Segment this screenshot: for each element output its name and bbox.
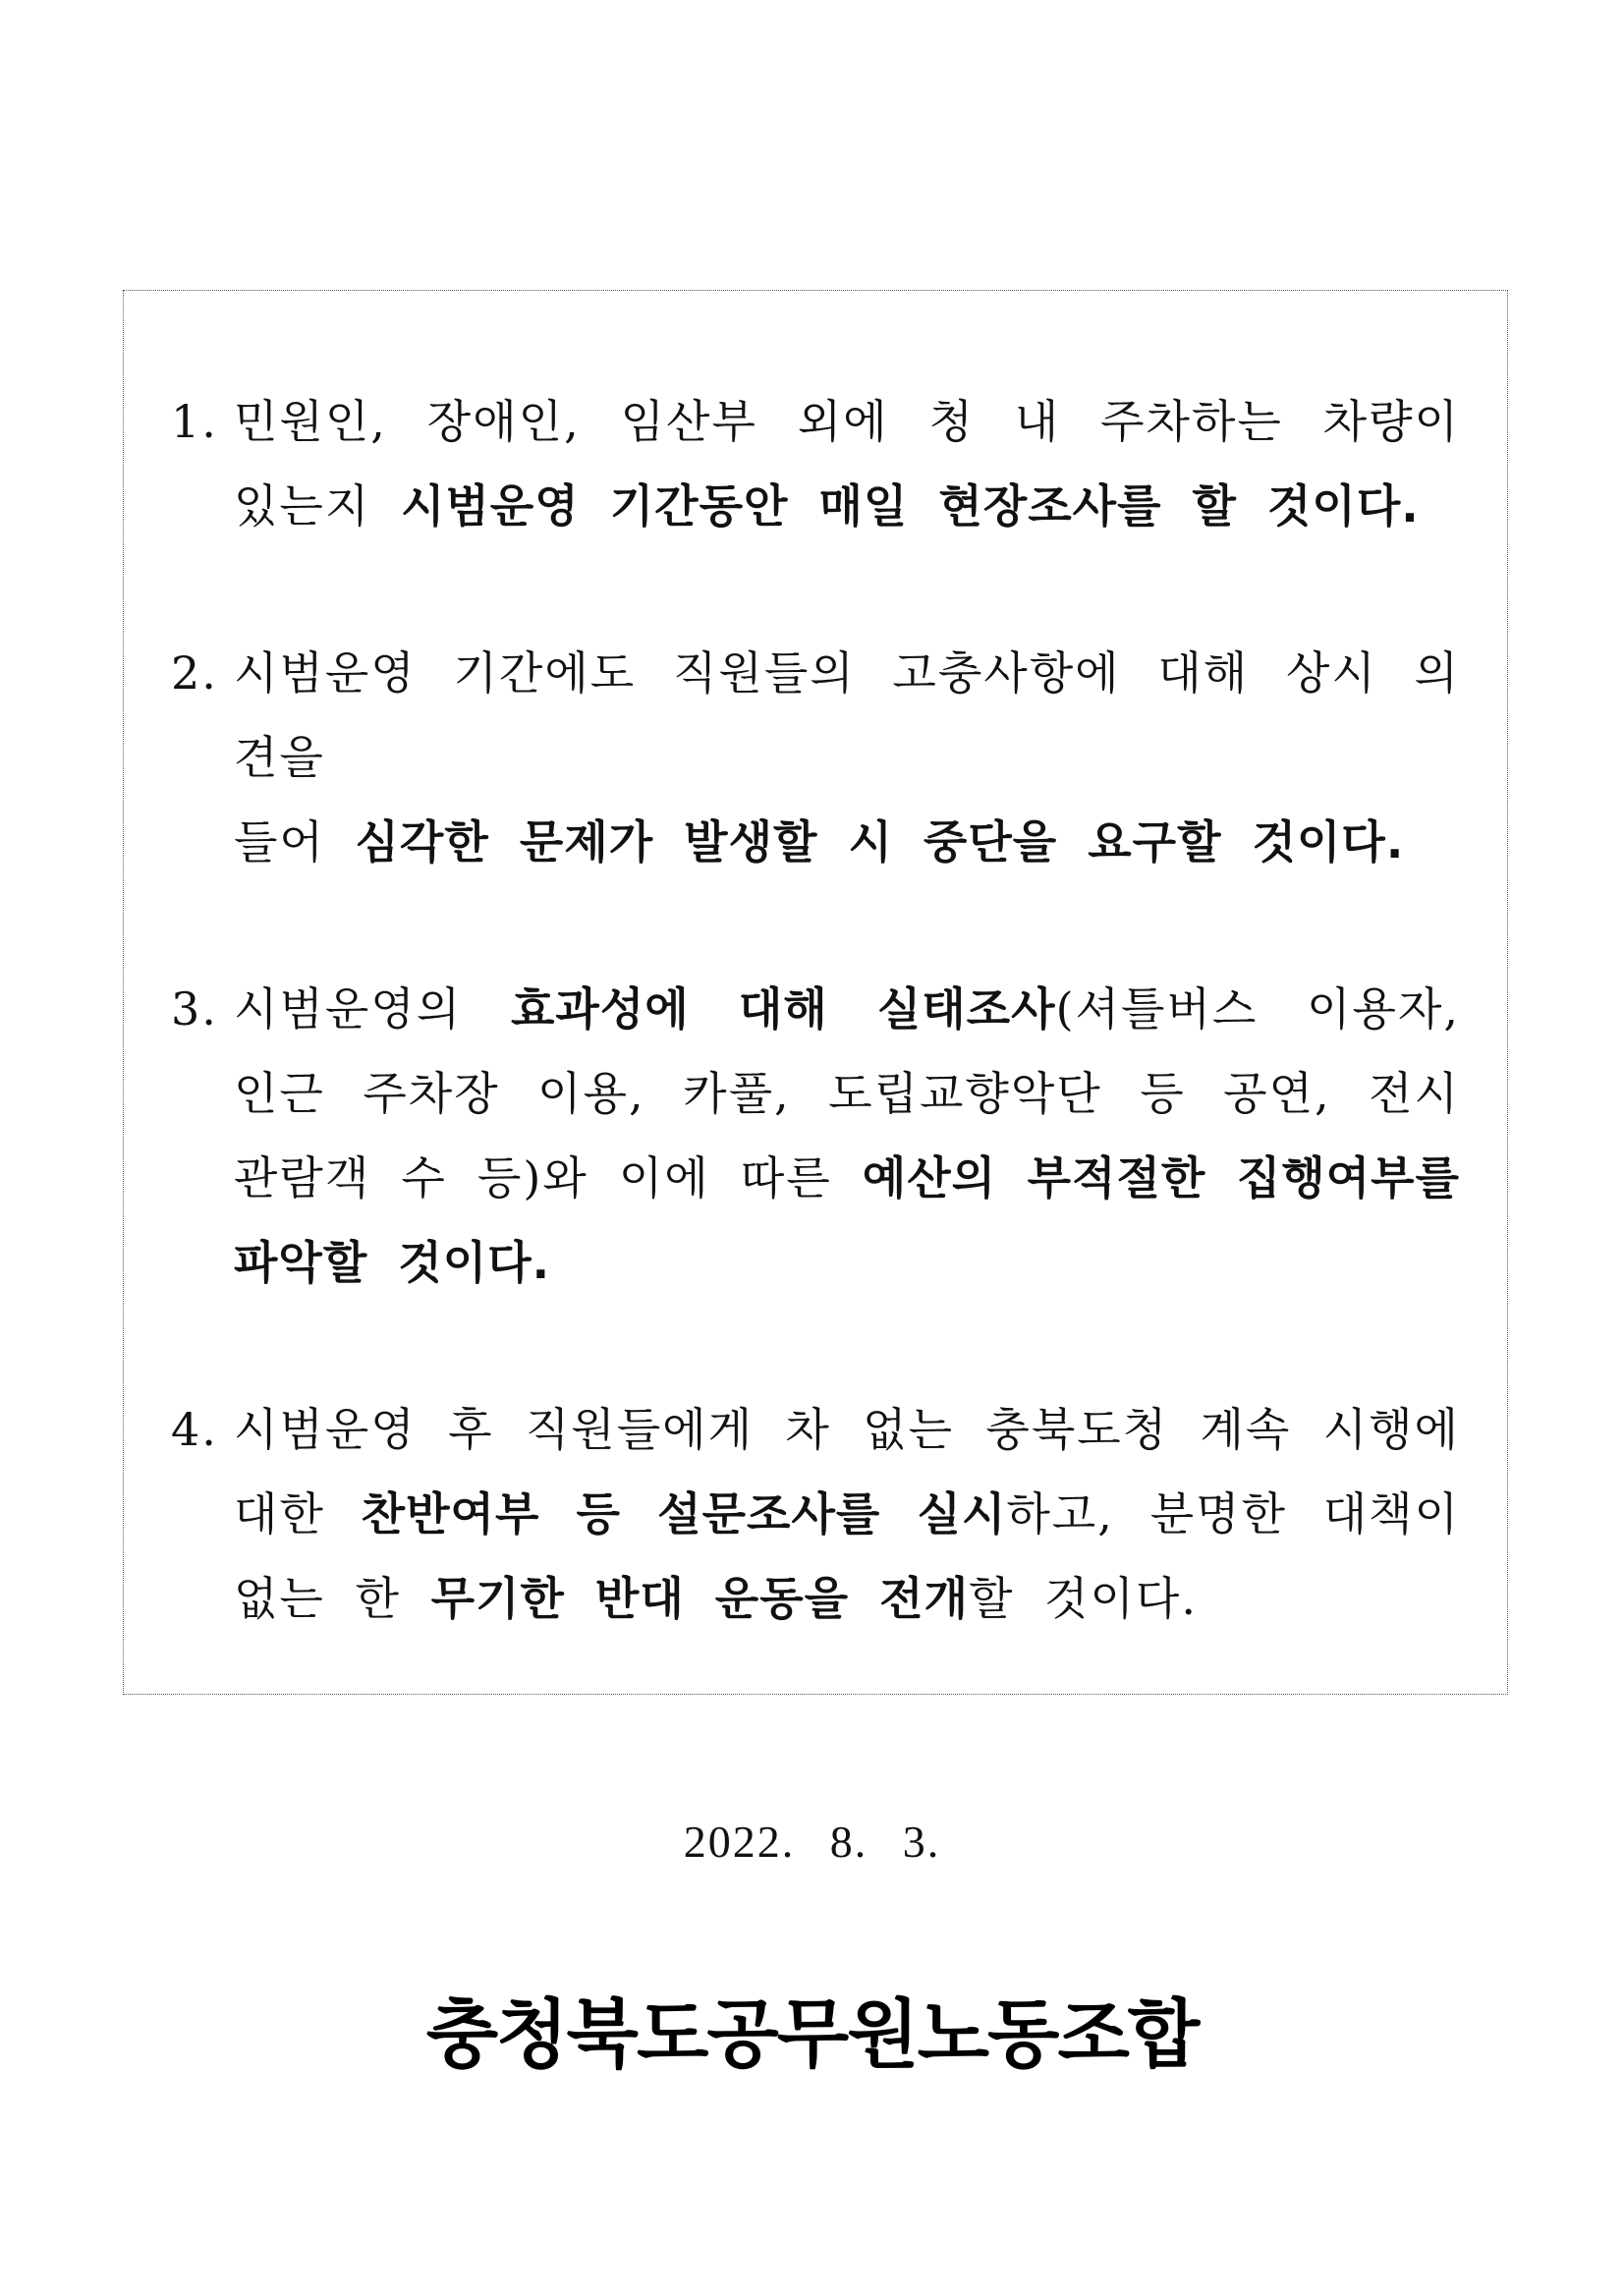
list-item	[171, 967, 1460, 1305]
item-line	[234, 800, 1460, 884]
statement-box	[123, 290, 1508, 1695]
demand-list	[171, 379, 1460, 1641]
item-line	[234, 1136, 1460, 1220]
item-line	[234, 1220, 1460, 1305]
item-number: 4.	[171, 1403, 218, 1456]
item-text-bold: 시범운영 기간동안 매일 현장조사를 할 것이다.	[400, 479, 1420, 532]
item-line: 인근 주차장 이용, 카풀, 도립교향악단 등 공연, 전시	[234, 1067, 1460, 1120]
item-number: 2.	[171, 646, 218, 700]
item-line	[234, 464, 1460, 548]
item-line	[234, 1556, 1460, 1641]
document-date: 2022. 8. 3.	[683, 1817, 941, 1867]
item-text-bold: 파악할 것이다.	[234, 1236, 551, 1289]
item-line: 민원인, 장애인, 임산부 외에 청 내 주차하는 차량이	[234, 395, 1460, 448]
item-line	[234, 967, 1460, 1051]
item-line	[234, 1472, 1460, 1556]
item-line: 시범운영 후 직원들에게 차 없는 충북도청 계속 시행에	[234, 1403, 1460, 1456]
item-text: 하고, 분명한 대책이	[1006, 1487, 1461, 1540]
list-item	[171, 379, 1460, 548]
item-text: 관람객 수 등)와 이에 따른	[234, 1151, 863, 1204]
item-text: 시범운영의	[234, 982, 511, 1036]
item-number: 3.	[171, 982, 218, 1036]
item-number: 1.	[171, 395, 218, 448]
organization-name: 충청북도공무원노동조합	[425, 1990, 1199, 2078]
item-text: 대한	[234, 1487, 362, 1540]
item-text: 없는 한	[234, 1572, 431, 1625]
item-text-bold: 무기한 반대 운동을 전개	[430, 1572, 969, 1625]
list-item	[171, 1387, 1460, 1641]
item-text: 할 것이다.	[968, 1572, 1198, 1625]
item-text: (셔틀버스 이용자,	[1055, 982, 1461, 1036]
item-text-bold: 심각한 문제가 발생할 시 중단을 요구할 것이다.	[355, 815, 1405, 868]
list-item	[171, 631, 1460, 884]
item-text-bold: 찬반여부 등 설문조사를 실시	[361, 1487, 1007, 1540]
item-line: 시범운영 기간에도 직원들의 고충사항에 대해 상시 의견을	[234, 646, 1460, 784]
item-text-bold: 예산의 부적절한 집행여부를	[862, 1151, 1461, 1204]
item-text-bold: 효과성에 대해 실태조사	[510, 982, 1056, 1036]
item-text: 들어	[234, 815, 356, 868]
item-text: 있는지	[234, 479, 401, 532]
